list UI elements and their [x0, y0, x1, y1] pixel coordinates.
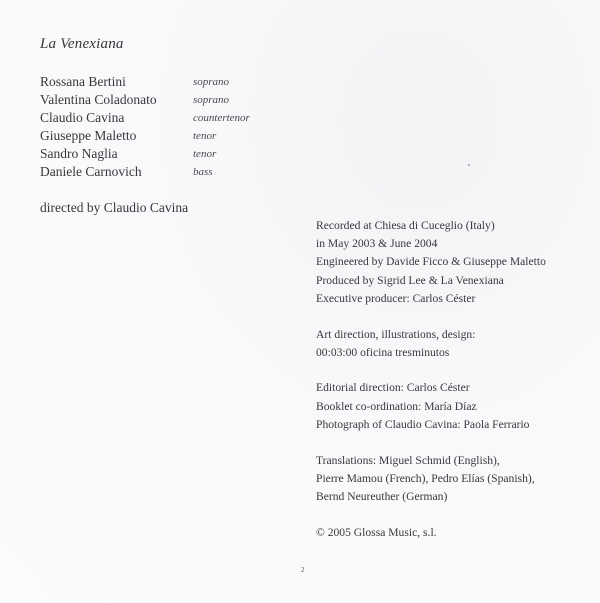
credit-line: Executive producer: Carlos Céster [316, 291, 476, 305]
cast-row [40, 127, 250, 145]
credit-line: Translations: Miguel Schmid (English), [316, 453, 500, 467]
credit-line: Photograph of Claudio Cavina: Paola Ferrario [316, 417, 530, 431]
cast-voice: soprano [193, 94, 230, 106]
credit-line: Editorial direction: Carlos Céster [316, 381, 470, 395]
credit-line: 00:03:00 oficina tresminutos [316, 345, 450, 359]
cast-voice: soprano [193, 76, 230, 88]
art-credits [316, 326, 546, 362]
director-credit: directed by Claudio Cavina [40, 200, 189, 215]
cast-name: Sandro Naglia [40, 146, 118, 161]
cast-name: Rossana Bertini [40, 74, 126, 89]
translation-credits [316, 452, 546, 507]
cast-row [40, 73, 250, 91]
credit-line: © 2005 Glossa Music, s.l. [316, 525, 437, 539]
copyright-notice [316, 524, 546, 542]
credit-line: Engineered by Davide Ficco & Giuseppe Maletto [316, 255, 546, 269]
cast-list [40, 73, 250, 181]
cast-voice: tenor [193, 148, 217, 160]
credit-line: Art direction, illustrations, design: [316, 327, 476, 341]
credit-line: Booklet co-ordination: María Díaz [316, 399, 477, 413]
cast-name: Giuseppe Maletto [40, 128, 137, 143]
recording-credits [316, 217, 546, 308]
cast-voice: bass [193, 166, 213, 178]
cast-row [40, 91, 250, 109]
credit-line: Produced by Sigrid Lee & La Venexiana [316, 273, 504, 287]
credit-line: Recorded at Chiesa di Cuceglio (Italy) [316, 219, 495, 232]
page-number: 2 [301, 566, 305, 574]
scan-speck [468, 164, 470, 166]
cast-row [40, 163, 250, 181]
cast-name: Claudio Cavina [40, 110, 125, 125]
cast-voice: tenor [193, 130, 217, 142]
editorial-credits [316, 379, 546, 434]
cast-name: Daniele Carnovich [40, 164, 142, 179]
credit-line: Pierre Mamou (French), Pedro Elías (Spanish), [316, 471, 535, 485]
ensemble-title: La Venexiana [40, 36, 124, 52]
cast-row [40, 145, 250, 163]
cast-row [40, 109, 250, 127]
production-credits [316, 217, 546, 559]
cast-voice: countertenor [193, 112, 250, 124]
credit-line: in May 2003 & June 2004 [316, 237, 438, 251]
credit-line: Bernd Neureuther (German) [316, 489, 448, 503]
cast-name: Valentina Coladonato [40, 92, 157, 107]
